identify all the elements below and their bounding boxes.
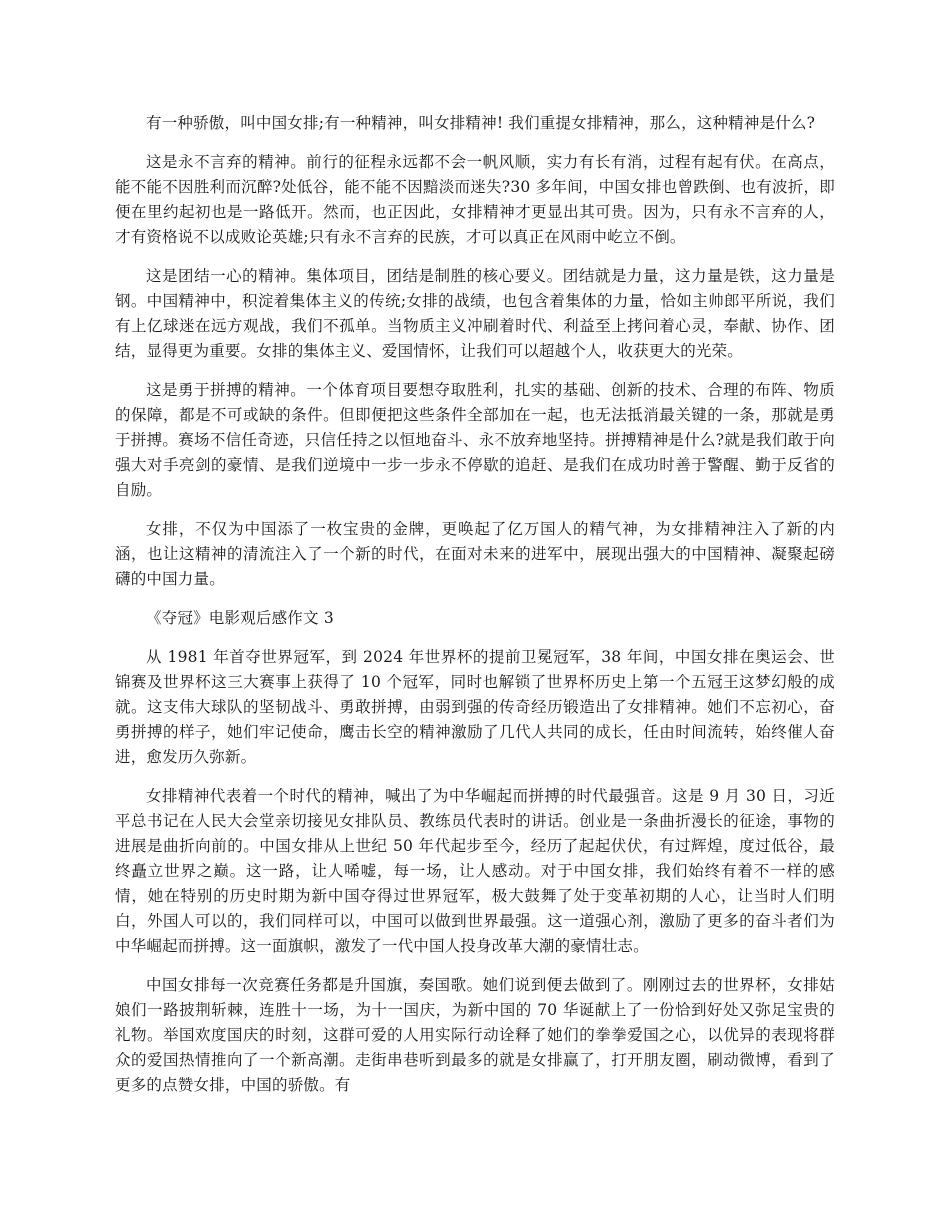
section-heading: 《夺冠》电影观后感作文 3 (146, 609, 334, 627)
paragraph-perseverance: 这是永不言弃的精神。前行的征程永远都不会一帆风顺，实力有长有消，过程有起有伏。在高点，能不能不因胜利而沉醉?处低谷，能不能不因黯淡而迷失?30 多年间，中国女排也曾跌倒、也有波折，即便在里约起初也是一路低开。然而，也正因此，女排精神才更显出其可贵。因为，只有永不言弃的人，才有资格说不以成败论英雄;只有永不言弃的民族，才可以真正在风雨中屹立不倒。 (115, 153, 835, 246)
paragraph-history: 从 1981 年首夺世界冠军，到 2024 年世界杯的提前卫冕冠军，38 年间，中国女排在奥运会、世锦赛及世界杯这三大赛事上获得了 10 个冠军，同时也解锁了世界杯历史上第一个五冠王这梦幻般的成就。这支伟大球队的坚韧战斗、勇敢拼搏，由弱到强的传奇经历锻造出了女排精神。她们不忘初心，奋勇拼搏的样子，她们牢记使命，鹰击长空的精神激励了几代人共同的成长，任由时间流转，始终催人奋进，愈发历久弥新。 (115, 648, 835, 766)
paragraph-world-cup: 中国女排每一次竞赛任务都是升国旗，奏国歌。她们说到便去做到了。刚刚过去的世界杯，女排姑娘们一路披荆斩棘，连胜十一场，为十一国庆，为新中国的 70 华诞献上了一份恰到好处又弥足宝贵的礼物。举国欢度国庆的时刻，这群可爱的人用实际行动诠释了她们的拳拳爱国之心，以优异的表现将群众的爱国热情推向了一个新高潮。走街串巷听到最多的就是女排赢了，打开朋友圈，刷动微博，看到了更多的点赞女排，中国的骄傲。有 (115, 976, 835, 1094)
paragraph-unity: 这是团结一心的精神。集体项目，团结是制胜的核心要义。团结就是力量，这力量是铁，这力量是钢。中国精神中，积淀着集体主义的传统;女排的战绩，也包含着集体的力量，恰如主帅郎平所说，我们有上亿球迷在远方观战，我们不孤单。当物质主义冲刷着时代、利益至上拷问着心灵，奉献、协作、团结，显得更为重要。女排的集体主义、爱国情怀，让我们可以超越个人，收获更大的光荣。 (115, 267, 835, 360)
paragraph-intro: 有一种骄傲，叫中国女排;有一种精神，叫女排精神! 我们重提女排精神，那么，这种精神是什么? (146, 114, 816, 132)
paragraph-striving: 这是勇于拼搏的精神。一个体育项目要想夺取胜利，扎实的基础、创新的技术、合理的布阵、物质的保障，都是不可或缺的条件。但即便把这些条件全部加在一起，也无法抵消最关键的一条，那就是勇于拼搏。赛场不信任奇迹，只信任持之以恒地奋斗、永不放弃地坚持。拼搏精神是什么?就是我们敢于向强大对手亮剑的豪情、是我们逆境中一步一步永不停歇的追赶、是我们在成功时善于警醒、勤于反省的自励。 (115, 381, 835, 499)
document-body (115, 111, 835, 1098)
paragraph-conclusion: 女排，不仅为中国添了一枚宝贵的金牌，更唤起了亿万国人的精气神，为女排精神注入了新的内涵，也让这精神的清流注入了一个新的时代，在面对未来的进军中，展现出强大的中国精神、凝聚起磅礴的中国力量。 (115, 520, 835, 588)
paragraph-era-spirit: 女排精神代表着一个时代的精神，喊出了为中华崛起而拼搏的时代最强音。这是 9 月 30 日，习近平总书记在人民大会堂亲切接见女排队员、教练员代表时的讲话。创业是一条曲折漫长的征途，事物的进展是曲折向前的。中国女排从上世纪 50 年代起步至今，经历了起起伏伏，有过辉煌，度过低谷，最终矗立世界之巅。这一路，让人唏嘘，每一场，让人感动。对于中国女排，我们始终有着不一样的感情，她在特别的历史时期为新中国夺得过世界冠军，极大鼓舞了处于变革初期的人心，让当时人们明白，外国人可以的，我们同样可以，中国可以做到世界最强。这一道强心剂，激励了更多的奋斗者们为中华崛起而拼搏。这一面旗帜，激发了一代中国人投身改革大潮的豪情壮志。 (115, 787, 835, 955)
